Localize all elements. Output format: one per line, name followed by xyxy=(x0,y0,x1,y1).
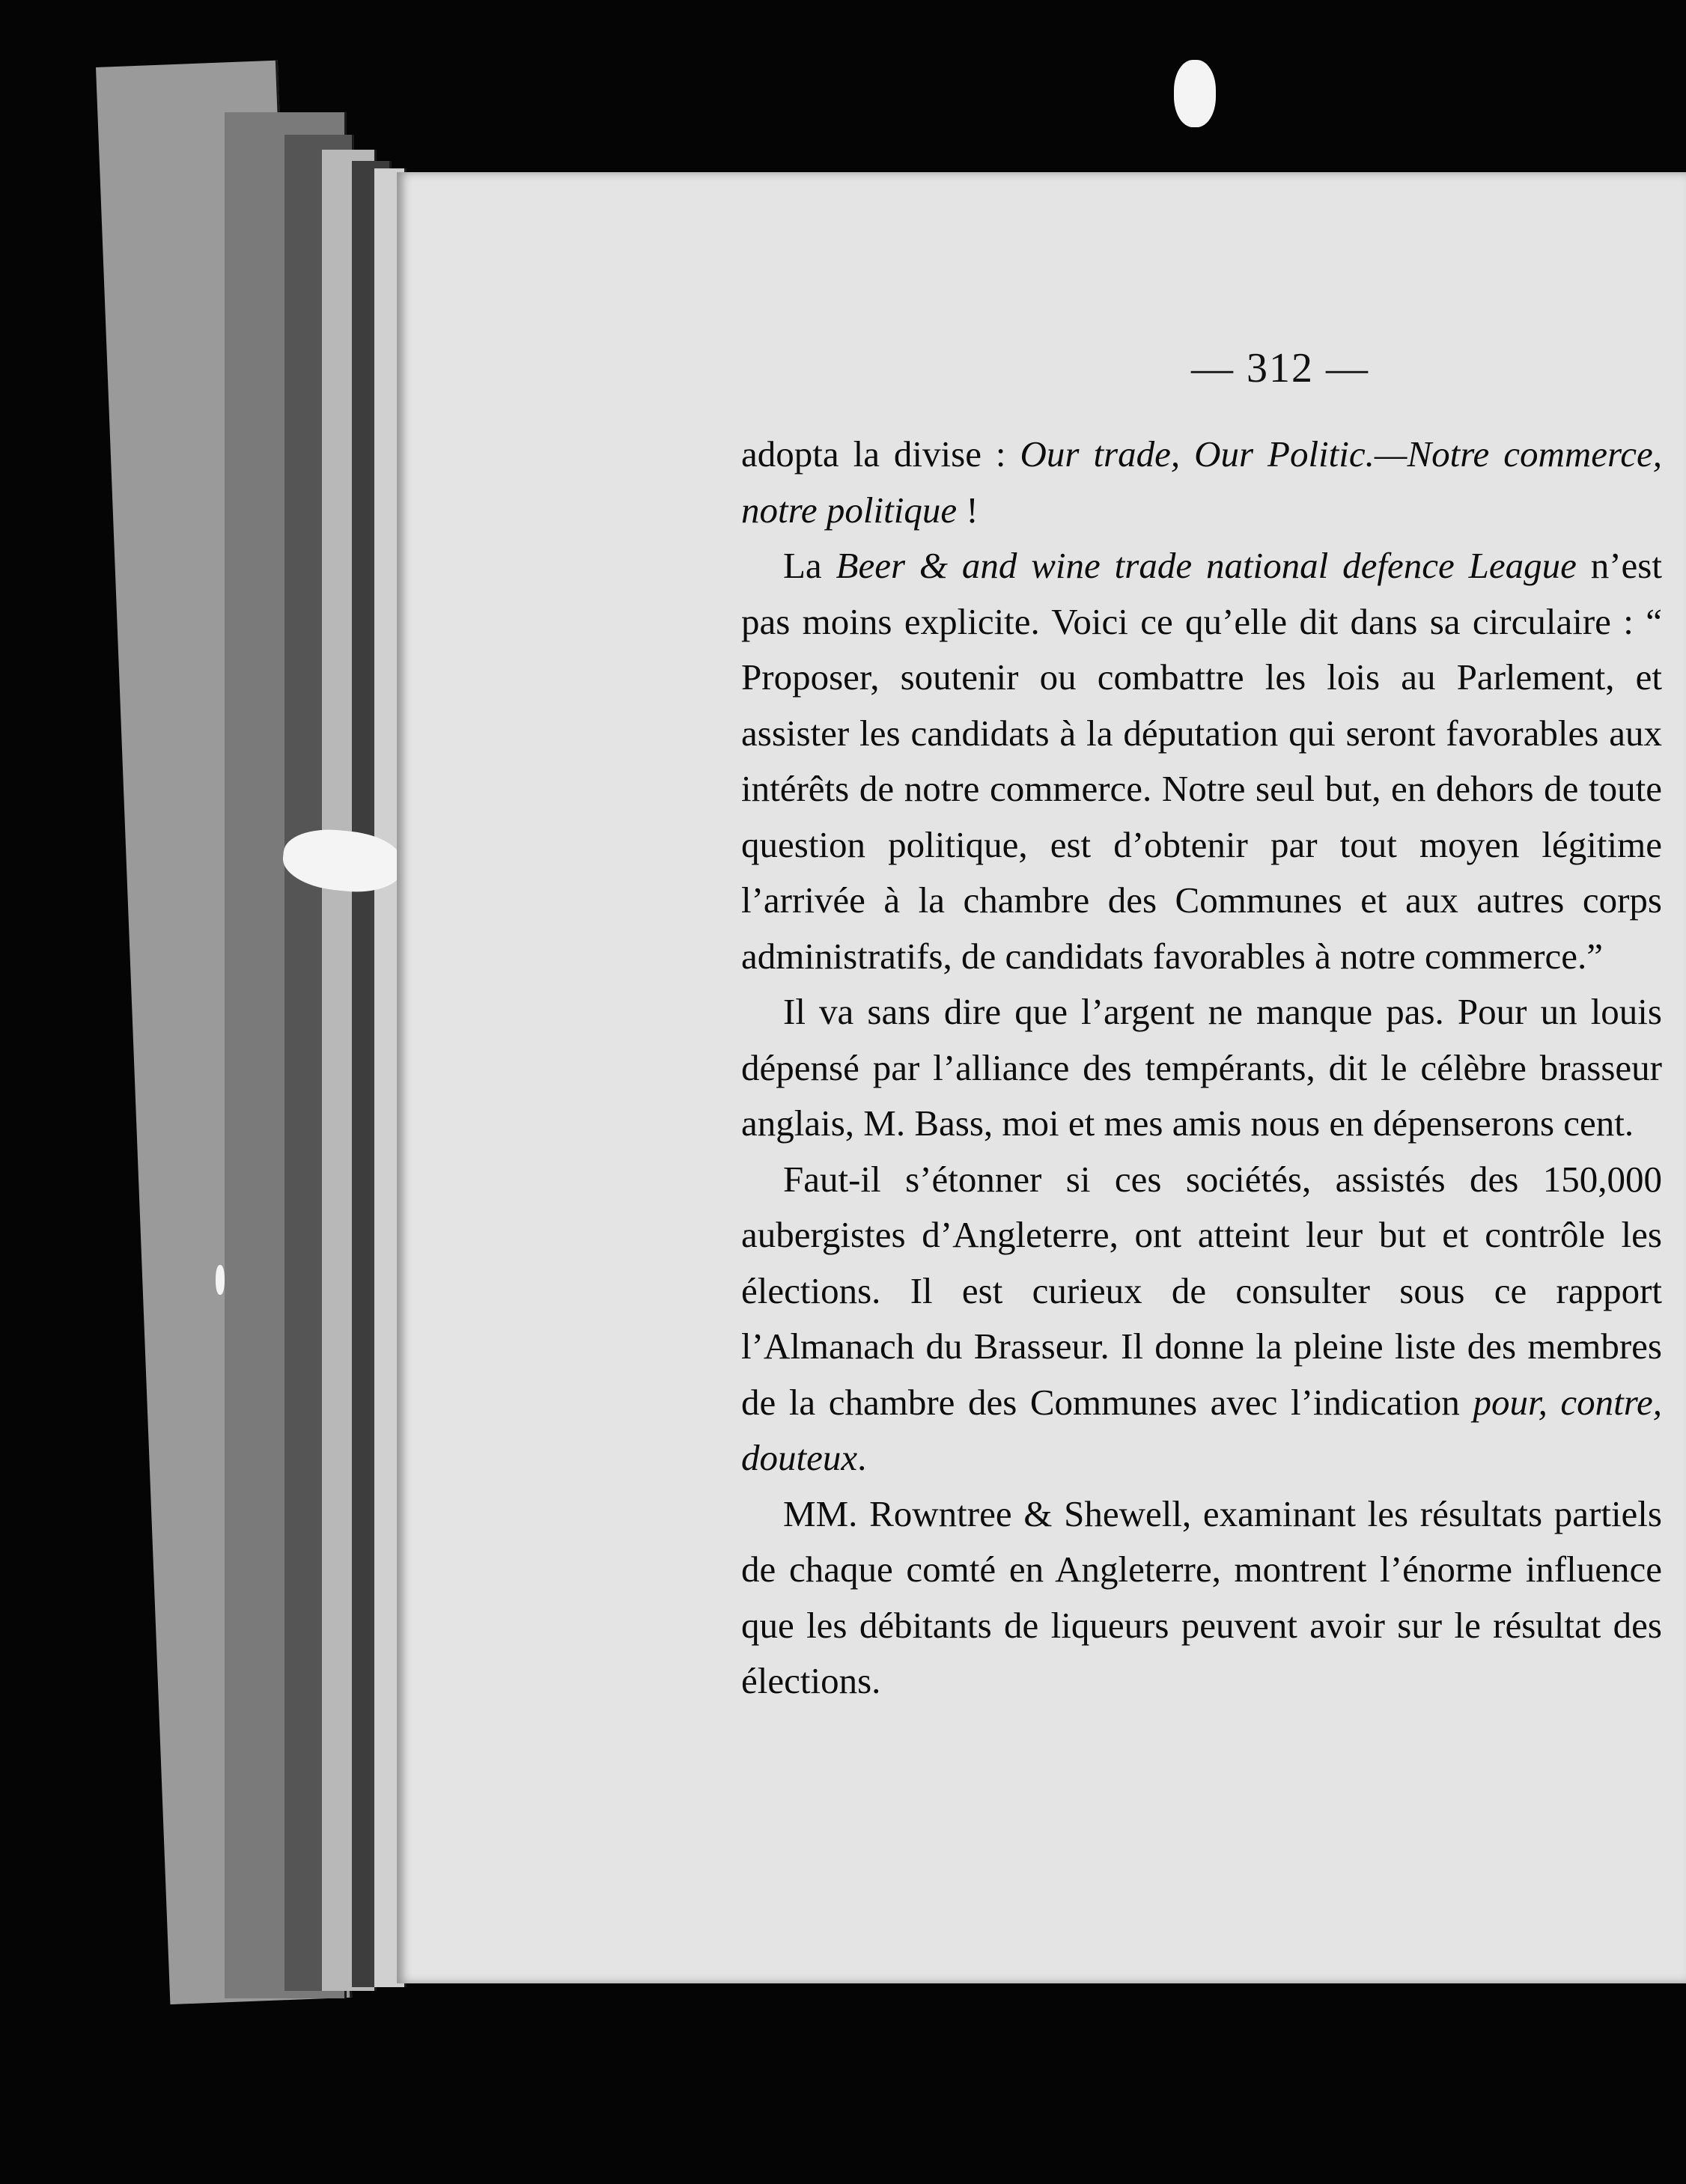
paragraph-text: . xyxy=(857,1437,867,1478)
paragraph-text: Il va sans dire que l’argent ne manque pas. Pour un louis dépensé par l’alliance des tempérants, dit le célèbre brasseur anglais, M. Bass, moi et mes amis nous en dépenserons cent. xyxy=(741,991,1662,1144)
italic-text: Beer & and wine trade national defence League xyxy=(836,545,1577,586)
italic-text: pour, contre, douteux xyxy=(741,1381,1663,1478)
page-number: — 312 — xyxy=(1191,345,1369,391)
paragraph-text: MM. Rowntree & Shewell, examinant les résultats partiels de chaque comté en Angleterre, montrent l’énorme influence que les débitants de liqueurs peuvent avoir sur le résultat des élections. xyxy=(741,1492,1662,1701)
paragraph xyxy=(741,538,1662,984)
paper-blemish xyxy=(216,1265,225,1295)
paragraph-text: n’est pas moins explicite. Voici ce qu’elle dit dans sa circulaire : “ Proposer, soutenir ou combattre les lois au Parlement, et assister les candidats à la députation qui seront favorables aux intérêts de notre commerce. Notre seul but, en dehors de toute question politique, est d’obtenir par tout moyen légitime l’arrivée à la chambre des Communes et aux autres corps administratifs, de candidats favorables à notre commerce.” xyxy=(741,545,1662,977)
paper-blemish xyxy=(1174,60,1216,127)
body-text xyxy=(741,427,1662,1961)
paragraph-text: adopta la divise : xyxy=(741,433,1020,475)
paragraph xyxy=(741,984,1662,1152)
paragraph xyxy=(741,1152,1662,1486)
paragraph xyxy=(741,1486,1662,1709)
paragraph-text: La xyxy=(783,545,836,586)
book-page xyxy=(397,172,1686,1983)
paragraph xyxy=(741,427,1662,538)
paragraph-text: Faut-il s’étonner si ces sociétés, assistés des 150,000 aubergistes d’Angleterre, ont atteint leur but et contrôle les élections. Il est curieux de consulter sous ce rapport l’Almanach du Brasseur. Il donne la pleine liste des membres de la chambre des Communes avec l’indication xyxy=(741,1158,1662,1423)
paragraph-text: ! xyxy=(957,489,979,531)
italic-text: Our trade, Our Politic.—Notre commerce, notre politique xyxy=(741,433,1662,531)
